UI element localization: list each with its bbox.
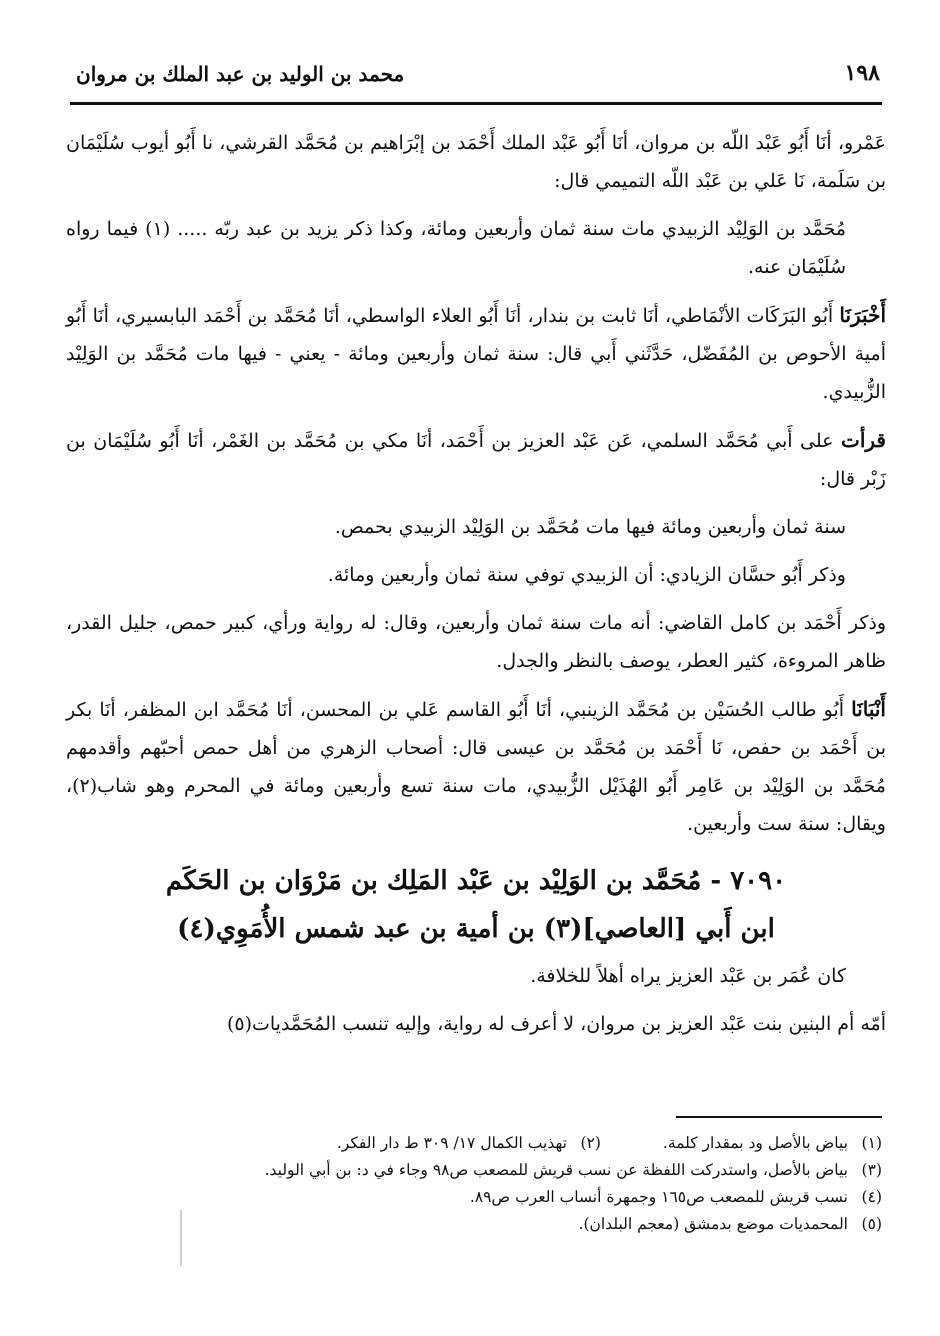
- footnote-number: (٤): [861, 1188, 882, 1206]
- paragraph-text: على أَبي مُحَمَّد السلمي، عَن عَبْد العزيز بن أَحْمَد، أنَا مكي بن مُحَمَّد بن الغَمْر، أنَا أَبُو سُلَيْمَان بن زَبْر قال:: [66, 430, 886, 490]
- footnote-row: [140, 1130, 882, 1157]
- paragraph-isnad-1: عَمْرو، أنَا أَبُو عَبْد اللّه بن مروان، أنَا أَبُو عَبْد الملك أَحْمَد بن إبْرَاهيم بن مُحَمَّد القرشي، نا أَبُو أيوب سُلَيْمَان بن سَلَمة، نَا عَلي بن عَبْد اللّه التميمي قال:: [66, 132, 886, 192]
- footnote-number: (٢): [580, 1134, 601, 1152]
- footnote-text: المحمديات موضع بدمشق (معجم البلدان).: [578, 1215, 848, 1233]
- footnote-number: (٥): [861, 1215, 882, 1233]
- scan-artifact-line: [180, 1210, 182, 1266]
- footnote-row: [140, 1157, 882, 1184]
- paragraph-text: أَبُو البَرَكَات الأنْمَاطي، أنَا ثابت بن بندار، أنَا أَبُو العلاء الواسطي، أنَا مُحَمَّد بن أَحْمَد البابسيري، أنَا أَبُو أمية الأحوص بن المُفَضّل، حَدَّثَني أَبي قال: سنة ثمان وأربعين ومائة - يعني - فيها مات مُحَمَّد بن الوَلِيْد الزُّبيدي.: [66, 305, 886, 403]
- paragraph-anbana: [66, 690, 886, 843]
- footnote-number: (١): [861, 1134, 882, 1152]
- paragraph-entry-1: كان عُمَر بن عَبْد العزيز يراه أهلاً للخلافة.: [530, 965, 846, 987]
- body-text: [66, 124, 886, 1053]
- footnote-text: نسب قريش للمصعب ص١٦٥ وجمهرة أنساب العرب ص٨٩.: [469, 1188, 848, 1206]
- keyword-akhbarana: أَخْبَرَنَا: [839, 303, 886, 327]
- footnote-row: [140, 1211, 882, 1238]
- entry-heading: [66, 857, 886, 953]
- keyword-anbana: أَنْبَانَا: [851, 697, 886, 721]
- page-number: ١٩٨: [844, 60, 880, 86]
- paragraph-quote-4: وذكر أَحْمَد بن كامل القاضي: أنه مات سنة ثمان وأربعين، وقال: له رواية ورأي، كبير حمص، جليل القدر، ظاهر المروءة، كثير العطر، يوصف بالنظر والجدل.: [66, 612, 886, 672]
- footnotes: [140, 1130, 882, 1238]
- entry-heading-line-1: ٧٠٩٠ - مُحَمَّد بن الوَلِيْد بن عَبْد المَلِك بن مَرْوَان بن الحَكَم: [165, 866, 787, 896]
- page-header: [70, 58, 882, 105]
- keyword-qaraat: قرأت: [841, 428, 886, 452]
- paragraph-text: أَبُو طالب الحُسَيْن بن مُحَمَّد الزينبي، أنَا أَبُو القاسم عَلي بن المحسن، أنَا مُحَمَّد ابن المظفر، أنَا بكر بن أَحْمَد بن حفص، نَا أَحْمَد بن مُحَمَّد بن عيسى قال: أصحاب الزهري من أهل حمص أحبّهم وأقدمهم مُحَمَّد بن الوَلِيْد بن عَامِر أَبُو الهُذَيْل الزُّبيدي، مات سنة تسع وأربعين ومائة في المحرم وهو شاب(٢)، ويقال: سنة ست وأربعين.: [66, 699, 886, 835]
- footnote-number: (٣): [861, 1161, 882, 1179]
- running-title: محمد بن الوليد بن عبد الملك بن مروان: [76, 62, 405, 86]
- footnote-divider: [676, 1116, 882, 1118]
- footnote-row: [140, 1184, 882, 1211]
- paragraph-entry-2: أمّه أم البنين بنت عَبْد العزيز بن مروان، لا أعرف له رواية، وإليه تنسب المُحَمَّديات(٥): [226, 1013, 886, 1035]
- paragraph-quote-2: سنة ثمان وأربعين ومائة فيها مات مُحَمَّد بن الوَلِيْد الزبيدي بحمص.: [334, 516, 846, 538]
- footnote-inline: [337, 1134, 601, 1152]
- paragraph-quote-3: وذكر أَبُو حسَّان الزيادي: أن الزبيدي توفي سنة ثمان وأربعين ومائة.: [327, 564, 846, 586]
- footnote-text: تهذيب الكمال ١٧/ ٣٠٩ ط دار الفكر.: [336, 1134, 567, 1152]
- entry-heading-line-2: ابن أَبي [العاصي](٣) بن أمية بن عبد شمس الأُمَوِي(٤): [177, 914, 775, 944]
- footnote-text: بياض بالأصل، واستدركت اللفظة عن نسب قريش للمصعب ص٩٨ وجاء في د: بن أبي الوليد.: [264, 1161, 848, 1179]
- paragraph-quote-1: مُحَمَّد بن الوَلِيْد الزبيدي مات سنة ثمان وأربعين ومائة، وكذا ذكر يزيد بن عبد ربّه ..... (١) فيما رواه سُلَيْمَان عنه.: [66, 218, 846, 278]
- paragraph-akhbarana: [66, 296, 886, 411]
- paragraph-qaraat: [66, 421, 886, 498]
- footnote-text: بياض بالأصل ود بمقدار كلمة.: [662, 1134, 848, 1152]
